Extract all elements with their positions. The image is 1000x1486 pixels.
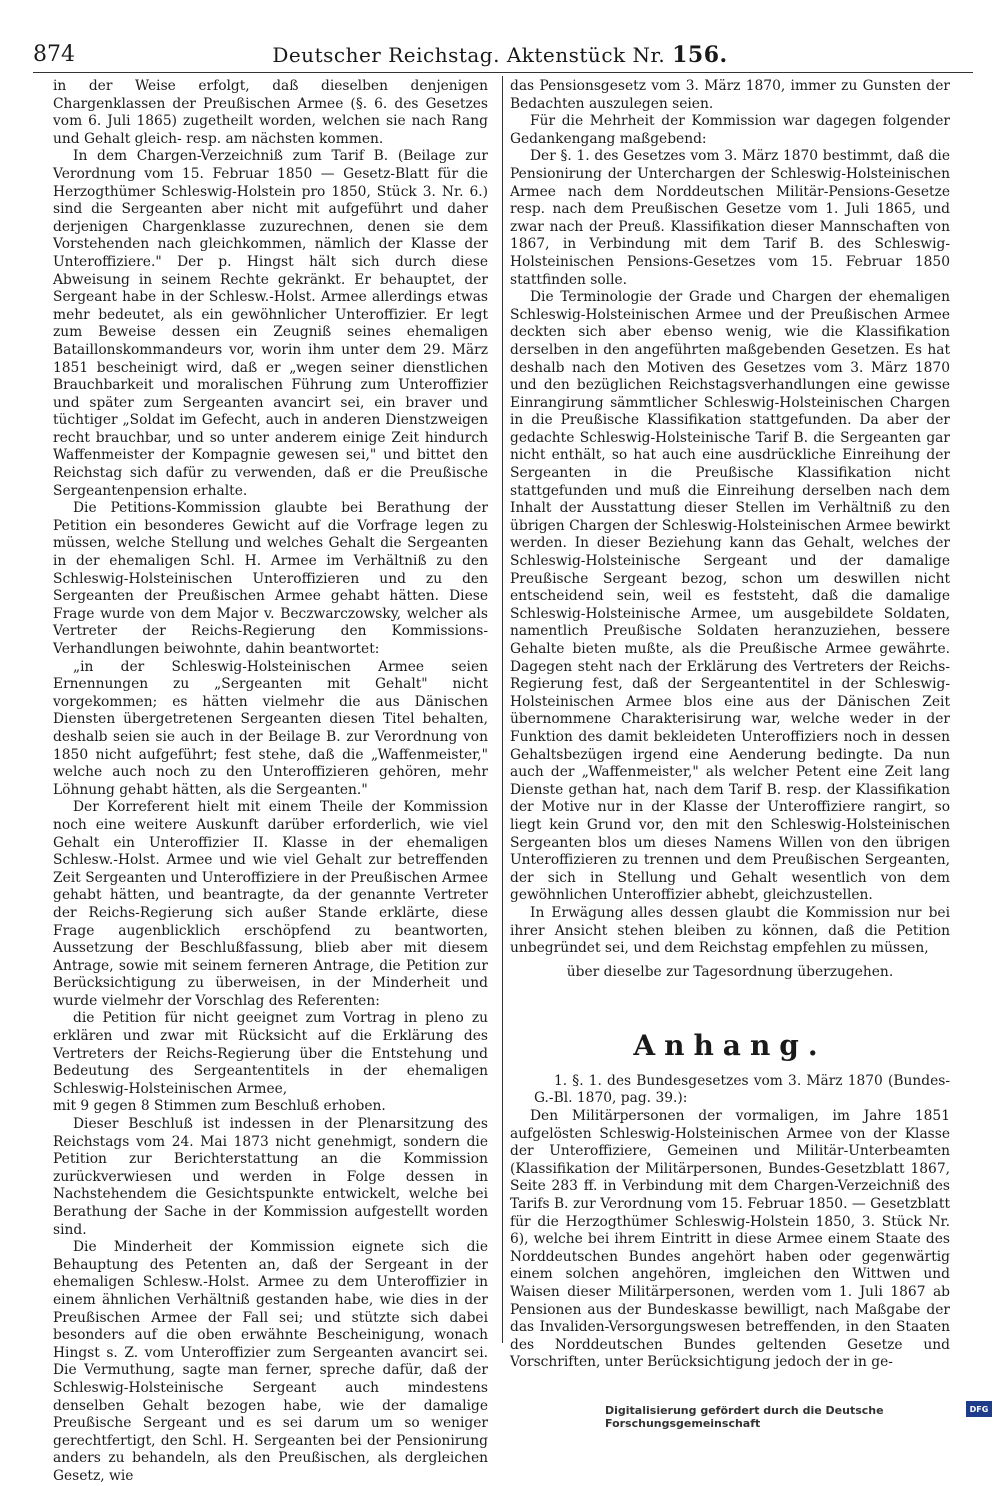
- footer-credit: Digitalisierung gefördert durch die Deutsche Forschungsgemeinschaft: [605, 1404, 884, 1430]
- right-column: [510, 78, 950, 1372]
- appendix-note-body: Den Militärpersonen der vormaligen, im Jahre 1851 aufgelösten Schleswig-Holsteinischen Armee von der Klasse der Unteroffiziere, Gemeinen und Militär-Unterbeamten (Klassifikation der Militärpersonen, Bundes-Gesetzblatt 1867, Seite 283 ff. in Verbindung mit dem Chargen-Verzeichniß des Tarifs B. zur Verordnung vom 15. Februar 1850. — Gesetzblatt für die Herzogthümer Schleswig-Holstein 1850, 3. Stück Nr. 6), welche bei ihrem Eintritt in diese Armee einem Staate des Norddeutschen Bundes angehört haben oder gegenwärtig einem solchen angehören, imgleichen den Wittwen und Waisen dieser Militärpersonen, werden vom 1. Juli 1867 ab Pensionen aus der Bundeskasse bewilligt, nach Maßgabe der das Invaliden-Versorgungswesen betreffenden, in den Staaten des Norddeutschen Bundes geltenden Gesetze und Vorschriften, unter Berücksichtigung jedoch der in ge-: [510, 1108, 950, 1371]
- paragraph: In Erwägung alles dessen glaubt die Kommission nur bei ihrer Ansicht stehen bleiben zu können, daß die Petition unbegründet sei, und dem Reichstag empfehlen zu müssen,: [510, 904, 950, 957]
- paragraph: Die Petitions-Kommission glaubte bei Berathung der Petition ein besonderes Gewicht auf die Vorfrage legen zu müssen, welche Stellung und welches Gehalt die Sergeanten in der ehemaligen Schl. H. Armee im Verhältniß zu den Schleswig-Holsteinischen Unteroffizieren und zu den Sergeanten der Preußischen Armee gehabt hätten. Diese Frage wurde von dem Major v. Beczwarczowsky, welcher als Vertreter der Reichs-Regierung den Kommissions-Verhandlungen beiwohnte, dahin beantwortet:: [53, 500, 488, 657]
- paragraph: In dem Chargen-Verzeichniß zum Tarif B. (Beilage zur Verordnung vom 15. Februar 1850 — Gesetz-Blatt für die Herzogthümer Schleswig-Holstein pro 1850, Stück 3. Nr. 6.) sind die Sergeanten aber nicht mit aufgeführt und daher derjenigen Chargenklasse zuzurechnen, denen sie dem Vorstehenden nach gleichkommen, nämlich der Klasse der Unteroffiziere." Der p. Hingst hält sich durch diese Abweisung in seinem Rechte gekränkt. Er behauptet, der Sergeant habe in der Schlesw.-Holst. Armee allerdings etwas mehr bedeutet, als ein gewöhnlicher Unteroffizier. Er legt zum Beweise dessen ein Zeugniß seines ehemaligen Bataillonskommandeurs vor, worin ihm unter dem 29. März 1851 bescheinigt wird, daß er „wegen seiner dienstlichen Brauchbarkeit und moralischen Führung zum Unteroffizier und später zum Sergeanten avancirt sei, ein braver und tüchtiger „Soldat im Gefecht, auch in anderen Dienstzweigen recht brauchbar, und so unter anderem einige Zeit hindurch Waffenmeister der Kompagnie gewesen sei," und bittet den Reichstag sich dafür zu verwenden, daß er die Preußische Sergeantenpension erhalte.: [53, 148, 488, 499]
- dfg-logo: DFG: [966, 1401, 992, 1417]
- conclusion: über dieselbe zur Tagesordnung überzugehen.: [566, 963, 894, 980]
- paragraph: Der Korreferent hielt mit einem Theile der Kommission noch eine weitere Auskunft darüber erforderlich, wie viel Gehalt ein Unteroffizier II. Klasse in der ehemaligen Schlesw.-Holst. Armee und wie viel Gehalt zur betreffenden Zeit Sergeanten und Unteroffiziere in der Preußischen Armee gehabt hätten, und beantragte, da der genannte Vertreter der Reichs-Regierung sich außer Stande erklärte, diese Frage augenblicklich erschöpfend zu beantworten, Aussetzung der Beschlußfassung, blieb aber mit diesem Antrage, sowie mit seinem ferneren Antrage, die Petition zur Berücksichtigung zu überweisen, in der Minderheit und wurde vielmehr der Vorschlag des Referenten:: [53, 799, 488, 1009]
- running-title-text: Deutscher Reichstag. Aktenstück Nr.: [272, 43, 666, 67]
- paragraph: das Pensionsgesetz vom 3. März 1870, immer zu Gunsten der Bedachten auszulegen seien.: [510, 78, 950, 112]
- running-title: [0, 42, 1000, 68]
- header-rule: [33, 72, 973, 73]
- paragraph: Der §. 1. des Gesetzes vom 3. März 1870 bestimmt, daß die Pensionirung der Unterchargen der Schleswig-Holsteinischen Armee nach dem Norddeutschen Militär-Pensions-Gesetze resp. nach dem Preußischen Gesetze vom 1. Juli 1865, und zwar nach der Preuß. Klassifikation dieser Mannschaften von 1867, in Verbindung mit dem Tarif B. des Schleswig-Holsteinischen Pensions-Gesetzes vom 15. Februar 1850 stattfinden solle.: [510, 148, 950, 288]
- paragraph: in der Weise erfolgt, daß dieselben denjenigen Chargenklassen der Preußischen Armee (§. 6. des Gesetzes vom 6. Juli 1865) zugetheilt worden, welchen sie nach Rang und Gehalt gleich- resp. am nächsten kommen.: [53, 78, 488, 147]
- paragraph: Die Terminologie der Grade und Chargen der ehemaligen Schleswig-Holsteinischen Armee und der Preußischen Armee deckten sich aber ebenso wenig, wie die Klassifikation derselben in den angeführten maßgebenden Gesetzen. Es hat deshalb nach den Motiven des Gesetzes vom 3. März 1870 und den bezüglichen Reichstagsverhandlungen eine gewisse Einrangirung sämmtlicher Schleswig-Holsteinischen Chargen in die Preußische Klassifikation stattgefunden. Da aber der gedachte Schleswig-Holsteinische Tarif B. die Sergeanten gar nicht enthält, so hat auch eine ausdrückliche Einreihung der Sergeanten in die Preußische Klassifikation nicht stattgefunden und muß die Einreihung derselben nach dem Inhalt der Ausstattung dieser Stellen im Verhältniß zu den übrigen Chargen der Schleswig-Holsteinischen Armee bewirkt werden. In dieser Beziehung kann das Gehalt, welches der Schleswig-Holsteinische Sergeant und der damalige Preußische Sergeant bezog, schon um deswillen nicht entscheidend sein, weil es feststeht, daß die damalige Schleswig-Holsteinische Armee, um ausgebildete Soldaten, namentlich Preußische Soldaten heranzuziehen, bessere Gehalte bieten mußte, als die Preußische Armee gewährte. Dagegen steht nach der Erklärung des Vertreters der Reichs-Regierung fest, daß der Sergeantentitel in der Schleswig-Holsteinischen Armee blos eine aus der Dänischen Zeit übernommene Charakterisirung war, welche weder in der Funktion des damit bekleideten Unteroffiziers noch in dessen Gehaltsbezügen irgend eine Aenderung bedingte. Da nun auch der „Waffenmeister," als welcher Petent eine Zeit lang Dienste gethan hat, nach dem Tarif B. resp. der Klassifikation der Motive nur in der Klasse der Unteroffiziere rangirt, so liegt kein Grund vor, den mit den Schleswig-Holsteinischen Sergeanten blos um dieses Namens Willen von den übrigen Unteroffizieren zu trennen und dem Preußischen Sergeanten, der sich in Stellung und Gehalt wesentlich von dem gewöhnlichen Unteroffizier abhebt, gleichzustellen.: [510, 289, 950, 904]
- quoted-answer: „in der Schleswig-Holsteinischen Armee seien Ernennungen zu „Sergeanten mit Gehalt" nicht vorgekommen; es hätten vielmehr die aus Dänischen Diensten übergetretenen Sergeanten diesen Titel behalten, deshalb seien sie auch in der Beilage B. zur Verordnung von 1850 nicht aufgeführt; fest stehe, daß die „Waffenmeister," welche auch noch zu den Unteroffizieren gehören, mehr Löhnung gehabt hätten, als die Sergeanten.": [53, 658, 488, 798]
- column-divider: [502, 76, 503, 1343]
- page-number: 874: [33, 42, 75, 67]
- quoted-proposal: die Petition für nicht geeignet zum Vortrag in pleno zu erklären und zwar mit Rücksicht auf die Erklärung des Vertreters der Reichs-Regierung über die Entstehung und Bedeutung des Sergeantentitels in der ehemaligen Schleswig-Holsteinischen Armee,: [53, 1010, 488, 1097]
- vote-result: mit 9 gegen 8 Stimmen zum Beschluß erhoben.: [53, 1098, 386, 1115]
- paragraph: Für die Mehrheit der Kommission war dagegen folgender Gedankengang maßgebend:: [510, 113, 950, 147]
- left-column: [53, 78, 488, 1486]
- appendix-title: Anhang.: [633, 1029, 827, 1063]
- paragraph: Die Minderheit der Kommission eignete sich die Behauptung des Petenten an, daß der Sergeant in der ehemaligen Schlesw.-Holst. Armee zu dem Unteroffizier in einem ähnlichen Verhältniß gestanden habe, wie dies in der Preußischen Armee der Fall sei; und stützte sich dabei besonders auf die oben erwähnte Bescheinigung, wonach Hingst s. Z. vom Unteroffizier zum Sergeanten avancirt sei. Die Vermuthung, sagte man ferner, spreche dafür, daß der Schleswig-Holsteinische Sergeant auch mindestens denselben Gehalt bezogen habe, wie der damalige Preußische Sergeant und es sei darum um so weniger gerechtfertigt, den Schl. H. Sergeanten bei der Pensionirung anders zu behandeln, als den Preußischen, als dergleichen Gesetz, wie: [53, 1239, 488, 1484]
- document-number: 156.: [672, 42, 728, 68]
- paragraph: Dieser Beschluß ist indessen in der Plenarsitzung des Reichstags vom 24. Mai 1873 nicht genehmigt, sondern die Petition zur Berichterstattung an die Kommission zurückverwiesen und werden in Folge dessen in Nachstehendem die Gesichtspunkte entwickelt, welche bei Berathung der Sache in der Kommission aufgestellt worden sind.: [53, 1116, 488, 1238]
- appendix-note-head: 1. §. 1. des Bundesgesetzes vom 3. März 1870 (Bundes-G.-Bl. 1870, pag. 39.):: [534, 1072, 950, 1107]
